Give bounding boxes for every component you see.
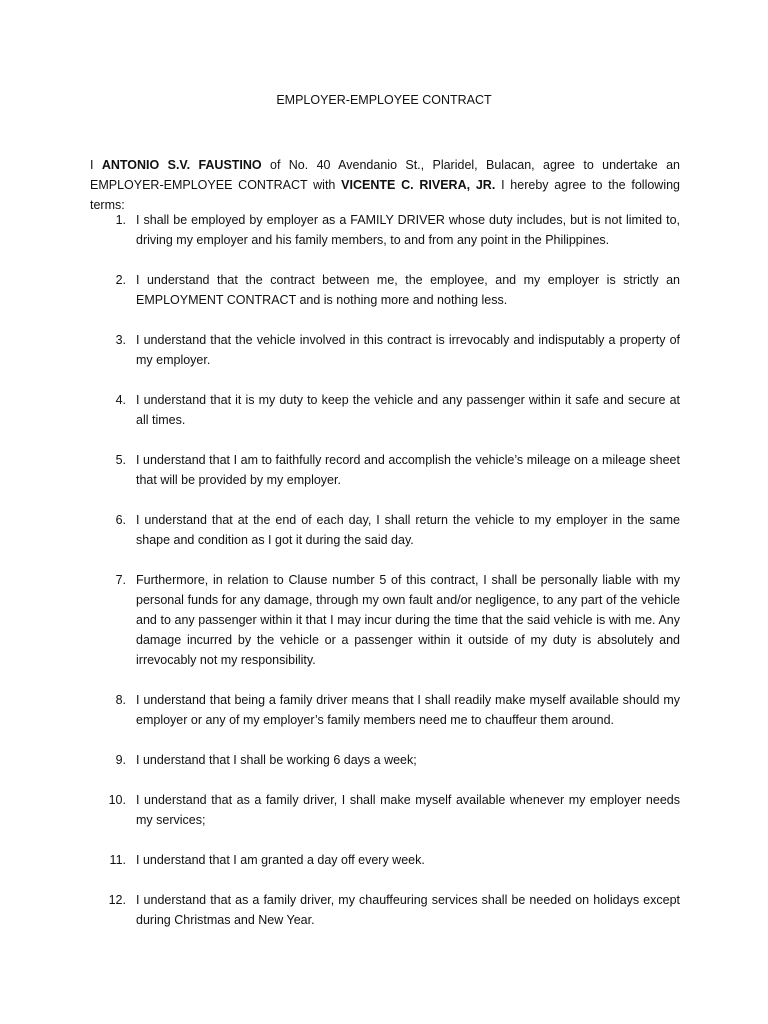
term-text: I understand that the vehicle involved in this contract is irrevocably and indisputably a property of my employer. <box>136 333 680 367</box>
term-item <box>90 850 680 870</box>
intro-text-3: I hereby agree to the following terms: <box>90 178 681 212</box>
term-text: I understand that the contract between me, the employee, and my employer is strictly an EMPLOYMENT CONTRACT and is nothing more and nothing less. <box>136 273 680 307</box>
term-number: 6. <box>115 513 126 527</box>
term-text: I understand that it is my duty to keep the vehicle and any passenger within it safe and secure at all times. <box>136 393 680 427</box>
term-item <box>90 690 680 730</box>
term-text: I shall be employed by employer as a FAMILY DRIVER whose duty includes, but is not limited to, driving my employer and his family members, to and from any point in the Philippines. <box>136 213 680 247</box>
intro-text-1: I <box>90 158 102 172</box>
employer-name: VICENTE C. RIVERA, JR. <box>341 178 496 192</box>
term-item <box>90 450 680 490</box>
term-number: 1. <box>115 213 126 227</box>
term-item <box>90 390 680 430</box>
terms-list <box>90 210 680 950</box>
document-title: EMPLOYER-EMPLOYEE CONTRACT <box>276 93 492 107</box>
term-number: 3. <box>115 333 126 347</box>
term-item <box>90 750 680 770</box>
term-text: I understand that being a family driver means that I shall readily make myself available should my employer or any of my employer’s family members need me to chauffeur them around. <box>136 693 680 727</box>
term-item <box>90 790 680 830</box>
term-item <box>90 270 680 310</box>
term-number: 10. <box>108 793 126 807</box>
term-number: 12. <box>108 893 126 907</box>
term-item <box>90 510 680 550</box>
term-number: 8. <box>115 693 126 707</box>
intro-text-2: of No. 40 Avendanio St., Plaridel, Bulacan, agree to undertake an EMPLOYER-EMPLOYEE CONTRACT with <box>90 158 680 192</box>
term-number: 4. <box>115 393 126 407</box>
term-text: Furthermore, in relation to Clause number 5 of this contract, I shall be personally liable with my personal funds for any damage, through my own fault and/or negligence, to any part of the vehicle and to any passenger within it that I may incur during the time that the said vehicle is with me. Any damage incurred by the vehicle or a passenger within it outside of my duty is absolutely and irrevocably not my responsibility. <box>136 573 680 667</box>
term-number: 11. <box>109 853 126 867</box>
employee-name: ANTONIO S.V. FAUSTINO <box>101 158 262 172</box>
term-text: I understand that I am granted a day off every week. <box>136 853 425 867</box>
term-number: 2. <box>115 273 126 287</box>
term-item <box>90 210 680 250</box>
term-text: I understand that as a family driver, I shall make myself available whenever my employer needs my services; <box>136 793 680 827</box>
term-text: I understand that I am to faithfully record and accomplish the vehicle’s mileage on a mileage sheet that will be provided by my employer. <box>136 453 680 487</box>
term-text: I understand that as a family driver, my chauffeuring services shall be needed on holidays except during Christmas and New Year. <box>136 893 680 927</box>
term-item <box>90 570 680 670</box>
term-number: 7. <box>115 573 126 587</box>
term-item <box>90 330 680 370</box>
term-text: I understand that I shall be working 6 days a week; <box>136 753 417 767</box>
term-number: 5. <box>115 453 126 467</box>
intro-paragraph <box>90 155 680 215</box>
term-number: 9. <box>115 753 126 767</box>
term-item <box>90 890 680 930</box>
term-text: I understand that at the end of each day, I shall return the vehicle to my employer in the same shape and condition as I got it during the said day. <box>136 513 680 547</box>
